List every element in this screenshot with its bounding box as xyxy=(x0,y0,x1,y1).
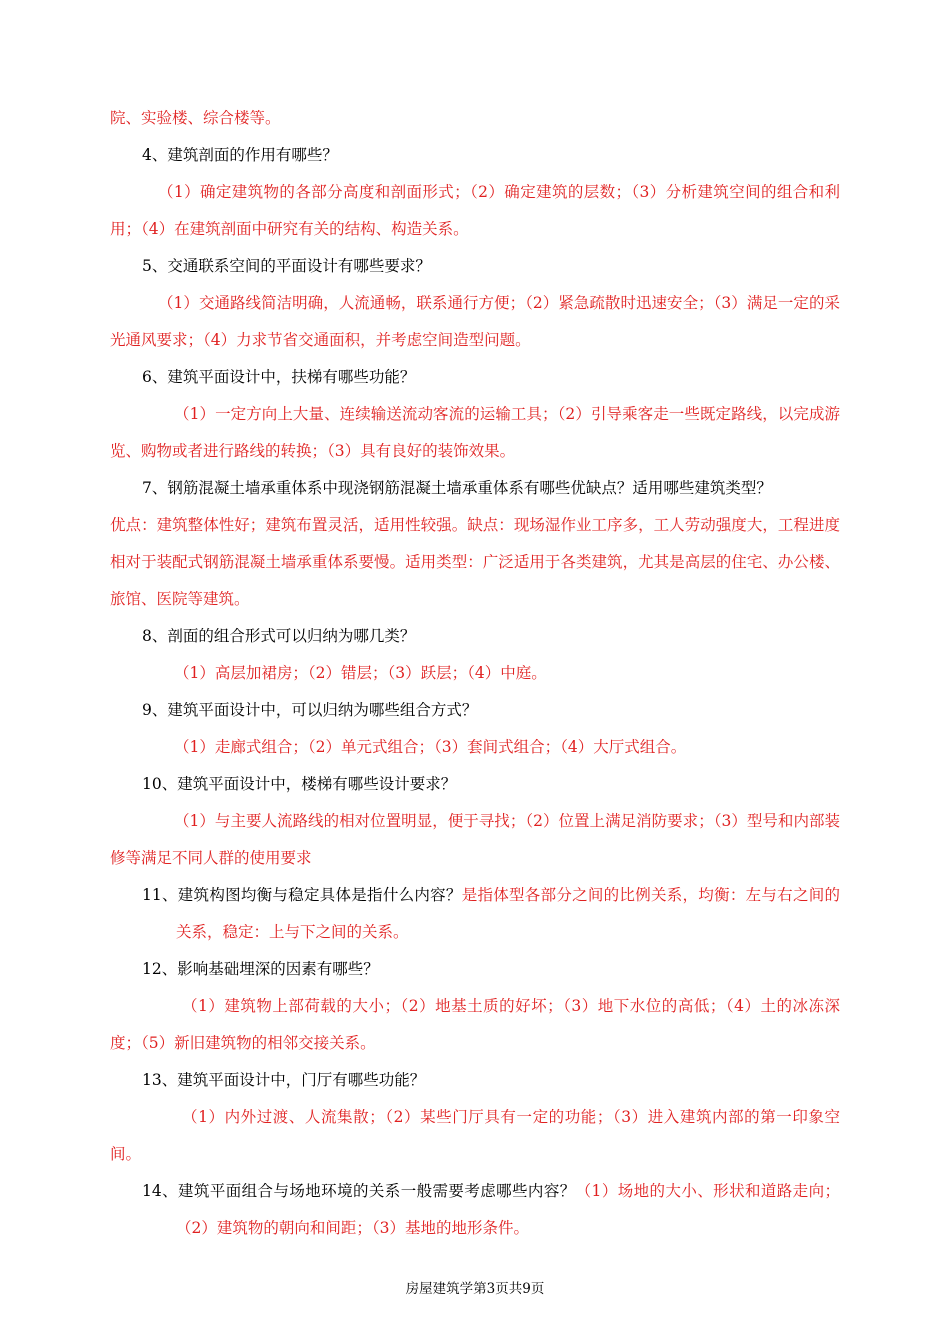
answer-text: （1）与主要人流路线的相对位置明显，便于寻找；（2）位置上满足消防要求；（3）型号和内部装修等满足不同人群的使用要求 xyxy=(110,812,840,867)
question-text: 5、交通联系空间的平面设计有哪些要求？ xyxy=(142,257,431,275)
answer-text: （1）内外过渡、人流集散；（2）某些门厅具有一定的功能；（3）进入建筑内部的第一印象空间。 xyxy=(110,1108,840,1163)
answer-text: （1）一定方向上大量、连续输送流动客流的运输工具；（2）引导乘客走一些既定路线，以完成游览、购物或者进行路线的转换；（3）具有良好的装饰效果。 xyxy=(110,405,840,460)
page-footer: 房屋建筑学第3页共9页 xyxy=(405,1281,545,1297)
answer-text: 是指体型各部分之间的比例关系，均衡：左与右之间的关系，稳定：上与下之间的关系。 xyxy=(176,886,840,941)
question-text: 9、建筑平面设计中，可以归纳为哪些组合方式？ xyxy=(142,701,478,719)
question-answer-paragraph xyxy=(110,877,840,951)
question-text: 6、建筑平面设计中，扶梯有哪些功能？ xyxy=(142,368,416,386)
answer-text: （1）建筑物上部荷载的大小；（2）地基土质的好坏；（3）地下水位的高低；（4）土的冰冻深度；（5）新旧建筑物的相邻交接关系。 xyxy=(110,997,840,1052)
question-text: 10、建筑平面设计中，楼梯有哪些设计要求？ xyxy=(142,775,457,793)
answer-text: 优点：建筑整体性好；建筑布置灵活，适用性较强。缺点：现场湿作业工序多，工人劳动强度大，工程进度相对于装配式钢筋混凝土墙承重体系要慢。适用类型：广泛适用于各类建筑，尤其是高层的住宅、办公楼、旅馆、医院等建筑。 xyxy=(110,516,840,608)
answer-text: （1）确定建筑物的各部分高度和剖面形式；（2）确定建筑的层数；（3）分析建筑空间的组合和利用；（4）在建筑剖面中研究有关的结构、构造关系。 xyxy=(110,183,840,238)
document-body xyxy=(110,100,840,1247)
question-answer-paragraph xyxy=(110,1173,840,1247)
answer-text: （1）场地的大小、形状和道路走向；（2）建筑物的朝向和间距；（3）基地的地形条件。 xyxy=(176,1182,840,1237)
question-text: 12、影响基础埋深的因素有哪些？ xyxy=(142,960,379,978)
answer-text: 院、实验楼、综合楼等。 xyxy=(110,109,281,127)
answer-text: （1）高层加裙房；（2）错层；（3）跃层；（4）中庭。 xyxy=(174,664,547,682)
answer-text: （1）交通路线简洁明确，人流通畅，联系通行方便；（2）紧急疏散时迅速安全；（3）满足一定的采光通风要求；（4）力求节省交通面积，并考虑空间造型问题。 xyxy=(110,294,840,349)
answer-text: （1）走廊式组合；（2）单元式组合；（3）套间式组合；（4）大厅式组合。 xyxy=(174,738,687,756)
question-text: 8、剖面的组合形式可以归纳为哪几类？ xyxy=(142,627,416,645)
question-text: 7、钢筋混凝土墙承重体系中现浇钢筋混凝土墙承重体系有哪些优缺点？适用哪些建筑类型？ xyxy=(142,479,772,497)
question-text: 4、建筑剖面的作用有哪些？ xyxy=(142,146,338,164)
question-text: 13、建筑平面设计中，门厅有哪些功能？ xyxy=(142,1071,426,1089)
question-text: 14、建筑平面组合与场地环境的关系一般需要考虑哪些内容？ xyxy=(142,1182,576,1200)
question-text: 11、建筑构图均衡与稳定具体是指什么内容？ xyxy=(142,886,462,904)
